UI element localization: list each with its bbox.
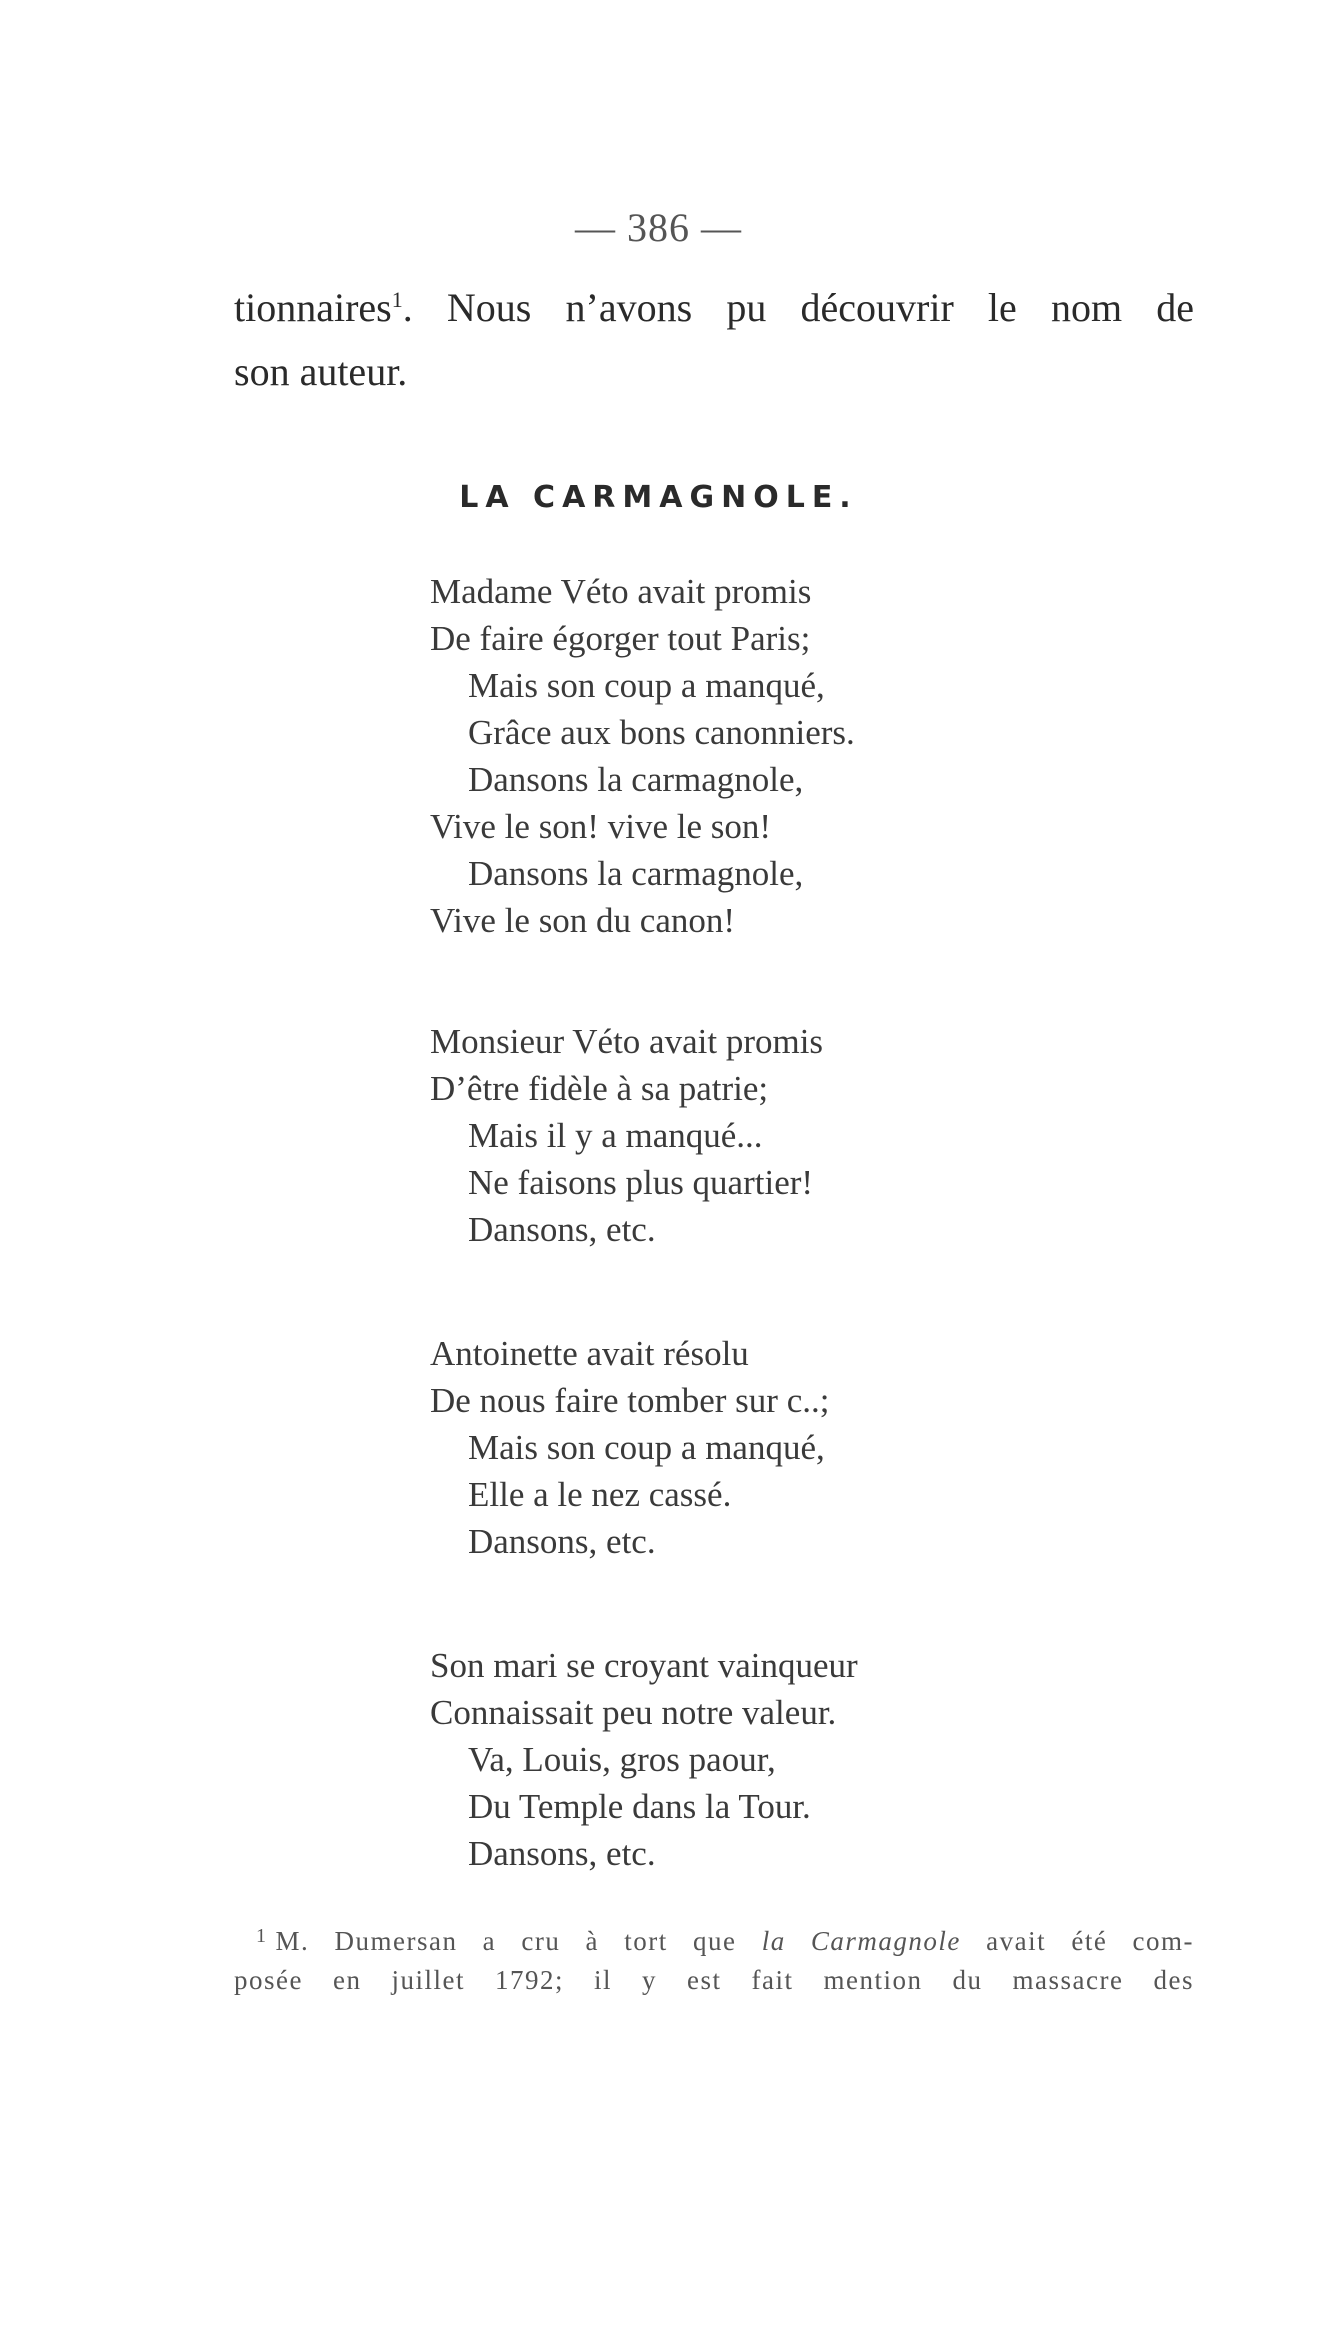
- footnote-reference: 1: [391, 287, 403, 312]
- verse-line: Mais son coup a manqué,: [468, 666, 825, 705]
- verse-line: Vive le son! vive le son!: [430, 807, 772, 846]
- prose-paragraph: [234, 276, 1194, 404]
- prose-text: . Nous n’avons pu découvrir le nom de: [402, 285, 1194, 330]
- verse-line: Dansons la carmagnole,: [468, 760, 804, 799]
- verse-line: Mais il y a manqué...: [468, 1116, 763, 1155]
- footnote-line: posée en juillet 1792; il y est fait mention du massacre des: [234, 1965, 1194, 1995]
- footnote-text: M. Dumersan a cru à tort que: [275, 1926, 762, 1956]
- verse-line: Elle a le nez cassé.: [468, 1475, 732, 1514]
- stanza: [430, 1018, 823, 1253]
- footnote-line: [234, 1922, 1194, 1961]
- footnote: [234, 1922, 1194, 2000]
- footnote-marker: 1: [256, 1925, 268, 1947]
- verse-line: Grâce aux bons canonniers.: [468, 713, 855, 752]
- verse-line: Du Temple dans la Tour.: [468, 1787, 811, 1826]
- verse-line: De faire égorger tout Paris;: [430, 619, 811, 658]
- verse-line: Monsieur Véto avait promis: [430, 1022, 824, 1061]
- verse-line: Va, Louis, gros paour,: [468, 1740, 776, 1779]
- verse-line: D’être fidèle à sa patrie;: [430, 1069, 769, 1108]
- verse-line: Dansons, etc.: [468, 1210, 656, 1249]
- prose-line: son auteur.: [234, 349, 408, 394]
- footnote-text: avait été com-: [960, 1926, 1194, 1956]
- verse-line: Madame Véto avait promis: [430, 572, 812, 611]
- stanza: [430, 1642, 858, 1877]
- footnote-italic-title: la Carmagnole: [761, 1926, 961, 1956]
- verse-line: Ne faisons plus quartier!: [468, 1163, 814, 1202]
- verse-line: De nous faire tomber sur c..;: [430, 1381, 830, 1420]
- verse-line: Son mari se croyant vainqueur: [430, 1646, 858, 1685]
- page-number: — 386 —: [575, 205, 742, 250]
- verse-line: Dansons, etc.: [468, 1522, 656, 1561]
- prose-text: tionnaires: [234, 285, 392, 330]
- verse-line: Antoinette avait résolu: [430, 1334, 749, 1373]
- song-title: LA CARMAGNOLE.: [459, 480, 858, 515]
- verse-line: Connaissait peu notre valeur.: [430, 1693, 837, 1732]
- verse-line: Vive le son du canon!: [430, 901, 736, 940]
- verse-line: Dansons la carmagnole,: [468, 854, 804, 893]
- stanza: [430, 1330, 829, 1565]
- prose-line: [234, 276, 1194, 340]
- verse-line: Mais son coup a manqué,: [468, 1428, 825, 1467]
- verse-line: Dansons, etc.: [468, 1834, 656, 1873]
- stanza: [430, 568, 855, 944]
